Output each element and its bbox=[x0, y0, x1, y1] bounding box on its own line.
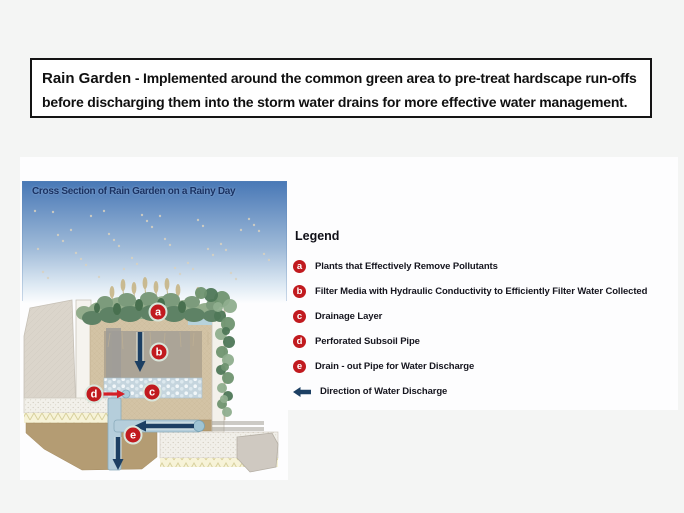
legend-badge-e: e bbox=[293, 360, 306, 373]
legend-label-e: Drain - out Pipe for Water Discharge bbox=[315, 361, 475, 372]
diagram-badge-a bbox=[150, 304, 167, 321]
legend bbox=[293, 229, 681, 404]
svg-text:a: a bbox=[154, 306, 162, 319]
legend-badge-b: b bbox=[293, 285, 306, 298]
legend-badge-d: d bbox=[293, 335, 306, 348]
svg-text:d: d bbox=[90, 388, 98, 401]
svg-text:c: c bbox=[148, 386, 156, 399]
legend-item-e bbox=[293, 354, 681, 379]
header-title: Rain Garden bbox=[42, 70, 132, 87]
svg-text:e: e bbox=[129, 429, 137, 442]
legend-badge-a: a bbox=[293, 260, 306, 273]
header-note bbox=[30, 58, 652, 118]
legend-label-d: Perforated Subsoil Pipe bbox=[315, 336, 420, 347]
legend-item-c bbox=[293, 304, 681, 329]
legend-label-c: Drainage Layer bbox=[315, 311, 383, 322]
diagram-badge-c bbox=[144, 384, 161, 401]
legend-item-direction bbox=[293, 379, 681, 404]
left-yellow-zigzag bbox=[24, 413, 110, 423]
svg-text:b: b bbox=[155, 346, 163, 359]
legend-item-a bbox=[293, 254, 681, 279]
diagram-badge-d bbox=[86, 386, 103, 403]
left-arrow-icon bbox=[293, 387, 311, 397]
cross-section-svg bbox=[22, 181, 287, 481]
diagram-title: Cross Section of Rain Garden on a Rainy Day bbox=[32, 186, 236, 197]
legend-label-a: Plants that Effectively Remove Pollutants bbox=[315, 261, 498, 272]
diagram-badge-e bbox=[125, 427, 142, 444]
legend-heading: Legend bbox=[295, 229, 340, 243]
diagram-panel bbox=[22, 181, 287, 481]
legend-label-direction: Direction of Water Discharge bbox=[320, 386, 448, 397]
legend-item-b bbox=[293, 279, 681, 304]
diagram-badge-b bbox=[151, 344, 168, 361]
header-description: - Implemented around the common green area to pre-treat hardscape run-offs before discharging them into the storm water drains for more effective water management. bbox=[42, 70, 637, 110]
drain-pipe-cap bbox=[194, 421, 205, 432]
legend-label-b: Filter Media with Hydraulic Conductivity to Efficiently Filter Water Collected bbox=[315, 286, 648, 297]
legend-badge-c: c bbox=[293, 310, 306, 323]
legend-item-d bbox=[293, 329, 681, 354]
